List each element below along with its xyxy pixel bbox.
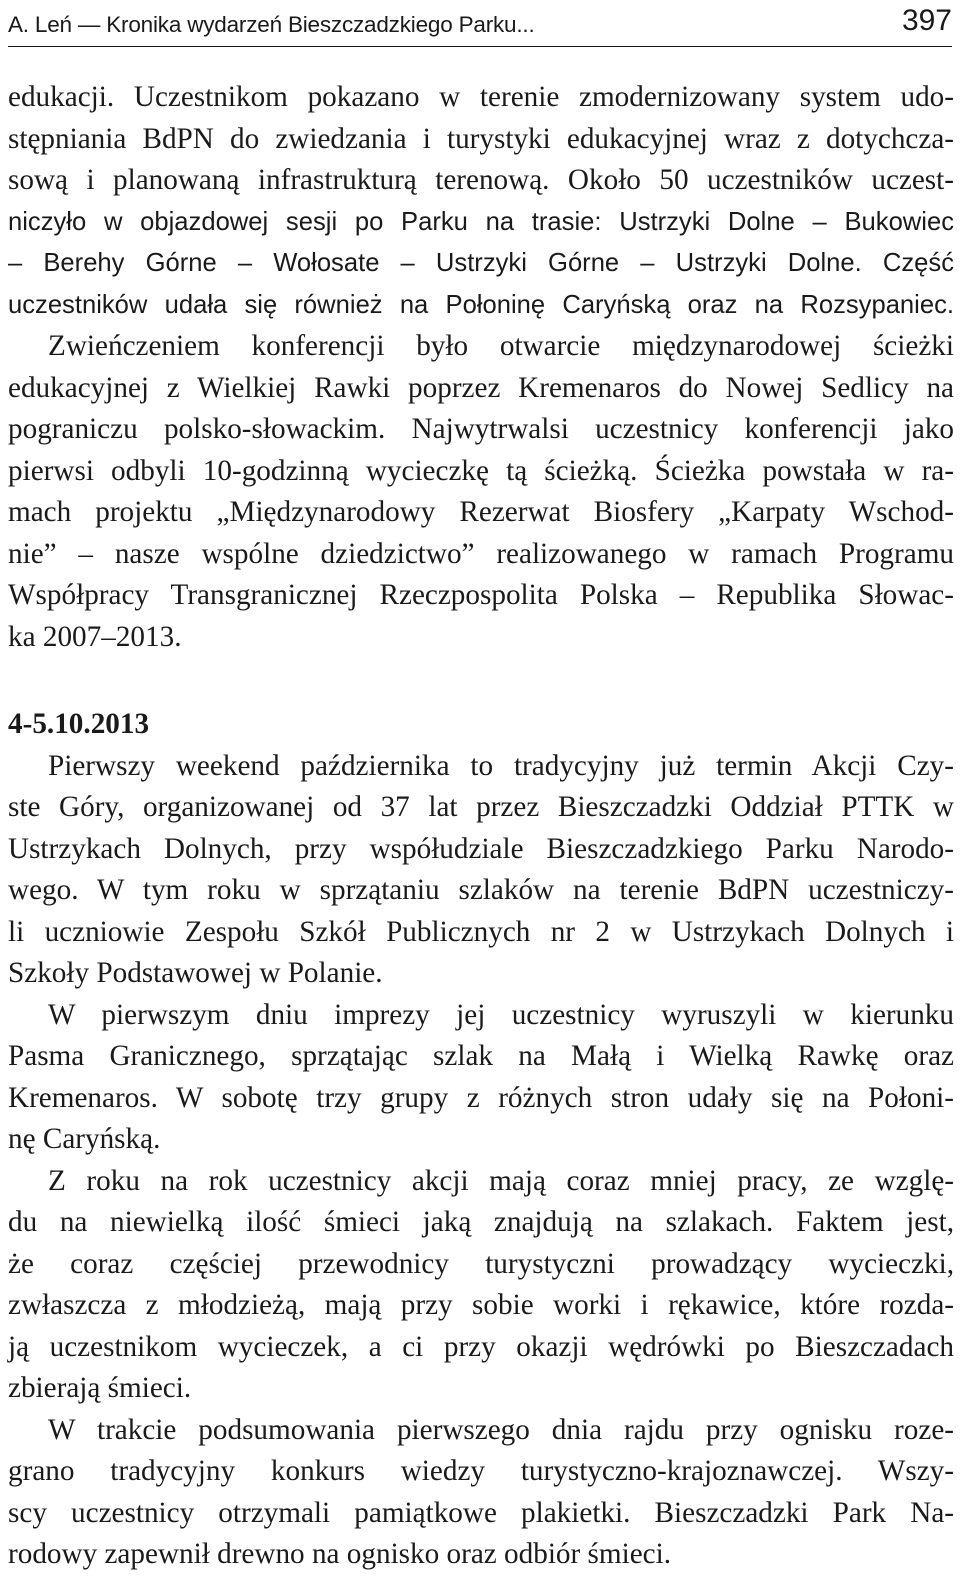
text-line: ste Góry, organizowanej od 37 lat przez Bieszczadzki Oddział PTTK w	[8, 791, 954, 823]
running-header-title: A. Leń — Kronika wydarzeń Bieszczadzkiego Parku...	[8, 12, 535, 37]
text-line: stępniania BdPN do zwiedzania i turystyki edukacyjnej wraz z dotychcza-	[8, 122, 954, 155]
text-line: Kremenaros. W sobotę trzy grupy z różnych stron udały się na Połoni-	[8, 1081, 954, 1114]
text-line: W pierwszym dniu imprezy jej uczestnicy wyruszyli w kierunku	[48, 998, 954, 1031]
text-line: W trakcie podsumowania pierwszego dnia rajdu przy ognisku roze-	[48, 1413, 954, 1446]
text-line: zbierają śmieci.	[8, 1372, 192, 1404]
text-line: nie” – nasze wspólne dziedzictwo” realizowanego w ramach Programu	[8, 537, 954, 570]
section-date-heading: 4-5.10.2013	[8, 708, 150, 740]
paragraph	[8, 1161, 954, 1410]
text-line: wego. W tym roku w sprzątaniu szlaków na terenie BdPN uczestniczy-	[8, 874, 954, 906]
text-line: mach projektu „Międzynarodowy Rezerwat Biosfery „Karpaty Wschod-	[8, 496, 954, 528]
text-line: nę Caryńską.	[8, 1123, 161, 1155]
page-number: 397	[901, 4, 952, 37]
paragraph	[8, 1410, 954, 1576]
text-line: Ustrzykach Dolnych, przy współudziale Bieszczadzkiego Parku Narodo-	[8, 832, 954, 865]
running-header	[8, 0, 952, 47]
page-body	[8, 77, 954, 1576]
paragraph-continuation	[8, 77, 954, 658]
text-line: uczestników udała się również na Połoninę Caryńską oraz na Rozsypaniec.	[8, 290, 954, 319]
paragraph	[8, 995, 954, 1161]
text-line: edukacyjnej z Wielkiej Rawki poprzez Kremenaros do Nowej Sedlicy na	[8, 371, 954, 404]
text-line: li uczniowie Zespołu Szkół Publicznych nr 2 w Ustrzykach Dolnych i	[8, 915, 954, 948]
text-line: Z roku na rok uczestnicy akcji mają coraz mniej pracy, ze wzglę-	[48, 1164, 954, 1197]
text-line: edukacji. Uczestnikom pokazano w terenie zmodernizowany system udo-	[8, 81, 954, 113]
text-line: niczyło w objazdowej sesji po Parku na trasie: Ustrzyki Dolne – Bukowiec	[8, 207, 954, 236]
paragraph	[8, 746, 954, 995]
text-line: pograniczu polsko-słowackim. Najwytrwalsi uczestnicy konferencji jako	[8, 413, 954, 445]
text-line: du na niewielką ilość śmieci jaką znajdują na szlakach. Faktem jest,	[8, 1206, 954, 1238]
text-line: ka 2007–2013.	[8, 620, 182, 653]
text-line: ją uczestnikom wycieczek, a ci przy okazji wędrówki po Bieszczadach	[8, 1330, 954, 1363]
text-line: rodowy zapewnił drewno na ognisko oraz odbiór śmieci.	[8, 1538, 672, 1570]
text-line: – Berehy Górne – Wołosate – Ustrzyki Górne – Ustrzyki Dolne. Część	[8, 249, 954, 277]
text-line: Pierwszy weekend października to tradycyjny już termin Akcji Czy-	[48, 749, 954, 782]
section-gap	[8, 658, 954, 704]
text-line: sową i planowaną infrastrukturą terenową. Około 50 uczestników uczest-	[8, 164, 954, 196]
text-line: Zwieńczeniem konferencji było otwarcie międzynarodowej ścieżki	[48, 330, 954, 362]
text-line: że coraz częściej przewodnicy turystyczni prowadzący wycieczki,	[8, 1247, 954, 1280]
text-line: grano tradycyjny konkurs wiedzy turystyczno-krajoznawczej. Wszy-	[8, 1455, 954, 1487]
text-line: pierwsi odbyli 10-godzinną wycieczkę tą ścieżką. Ścieżka powstała w ra-	[8, 454, 954, 487]
text-line: zwłaszcza z młodzieżą, mają przy sobie worki i rękawice, które rozda-	[8, 1289, 954, 1321]
text-line: Pasma Granicznego, sprzątając szlak na Małą i Wielką Rawkę oraz	[8, 1040, 954, 1072]
text-line: scy uczestnicy otrzymali pamiątkowe plakietki. Bieszczadzki Park Na-	[8, 1496, 954, 1529]
text-line: Szkoły Podstawowej w Polanie.	[8, 957, 383, 989]
text-line: Współpracy Transgranicznej Rzeczpospolita Polska – Republika Słowac-	[8, 579, 954, 611]
